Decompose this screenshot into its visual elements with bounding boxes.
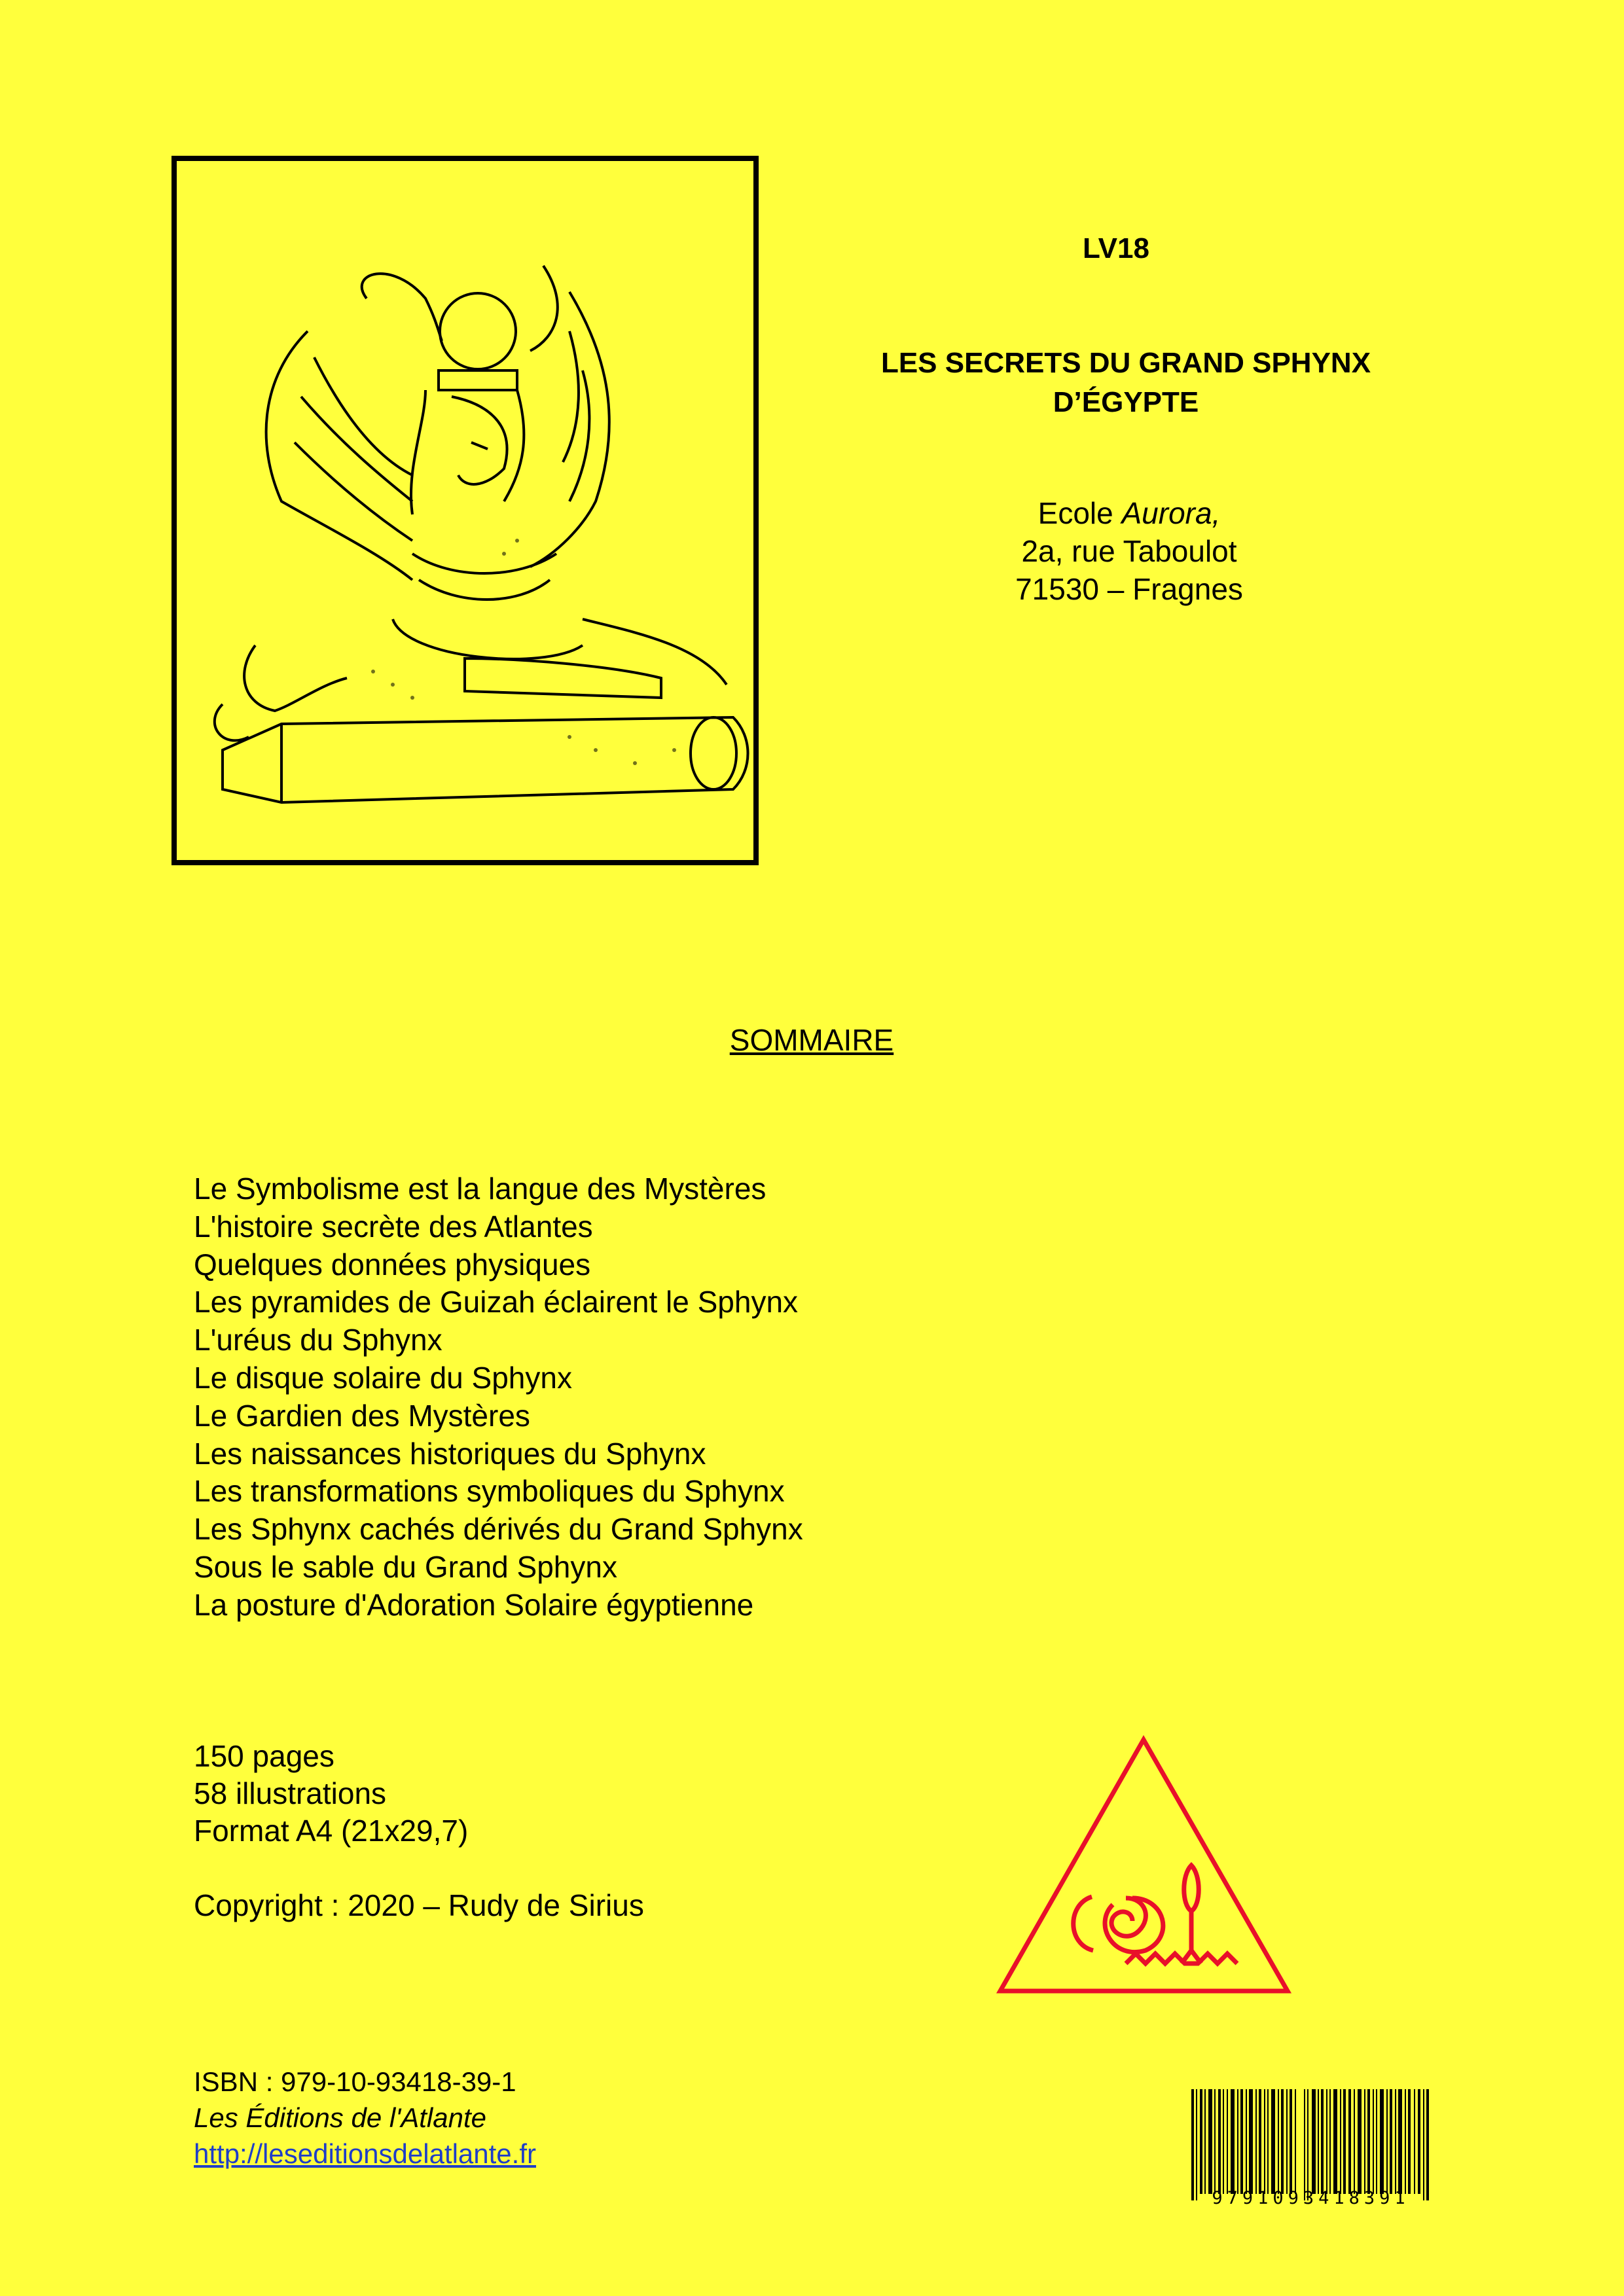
book-title xyxy=(812,344,1440,422)
illustration-count: 58 illustrations xyxy=(194,1776,387,1810)
school-name: Aurora, xyxy=(1121,496,1221,530)
summary-item: Les naissances historiques du Sphynx xyxy=(194,1436,706,1471)
summary-item: Le disque solaire du Sphynx xyxy=(194,1360,572,1395)
atlante-triangle-logo-icon xyxy=(995,1734,1293,1996)
sphinx-illustration-frame xyxy=(171,156,759,865)
barcode-digits: 9791093418391 xyxy=(1212,2188,1410,2208)
summary-item: Le Symbolisme est la langue des Mystères xyxy=(194,1172,767,1206)
copyright: Copyright : 2020 – Rudy de Sirius xyxy=(194,1888,644,1922)
summary-item: Le Gardien des Mystères xyxy=(194,1398,530,1433)
street-line: 2a, rue Taboulot xyxy=(1021,534,1237,568)
school-prefix: Ecole xyxy=(1038,496,1122,530)
page-count: 150 pages xyxy=(194,1739,334,1773)
publisher-website-link[interactable]: http://leseditionsdelatlante.fr xyxy=(194,2138,536,2169)
book-title-line-1: LES SECRETS DU GRAND SPHYNX xyxy=(880,347,1371,379)
summary-item: Les transformations symboliques du Sphynx xyxy=(194,1474,785,1509)
summary-list xyxy=(194,1170,803,1624)
summary-heading: SOMMAIRE xyxy=(729,1023,894,1057)
summary-item: Quelques données physiques xyxy=(194,1247,591,1282)
summary-item: L'uréus du Sphynx xyxy=(194,1323,442,1357)
city-line: 71530 – Fragnes xyxy=(1015,572,1243,606)
winged-sphinx-illustration-icon xyxy=(177,161,753,860)
isbn-block xyxy=(194,2064,536,2172)
book-title-line-2: D’ÉGYPTE xyxy=(1053,386,1199,418)
summary-item: La posture d'Adoration Solaire égyptienne xyxy=(194,1587,754,1622)
summary-item: L'histoire secrète des Atlantes xyxy=(194,1209,593,1244)
book-specs xyxy=(194,1738,468,1850)
school-line xyxy=(851,494,1407,532)
publisher-address xyxy=(851,494,1407,608)
summary-item: Les pyramides de Guizah éclairent le Sphynx xyxy=(194,1285,799,1319)
book-code: LV18 xyxy=(1083,232,1149,264)
isbn-label: ISBN : 979-10-93418-39-1 xyxy=(194,2066,516,2097)
format: Format A4 (21x29,7) xyxy=(194,1814,469,1848)
summary-item: Les Sphynx cachés dérivés du Grand Sphynx xyxy=(194,1512,803,1547)
summary-item: Sous le sable du Grand Sphynx xyxy=(194,1549,617,1584)
publisher-name: Les Éditions de l'Atlante xyxy=(194,2102,486,2133)
